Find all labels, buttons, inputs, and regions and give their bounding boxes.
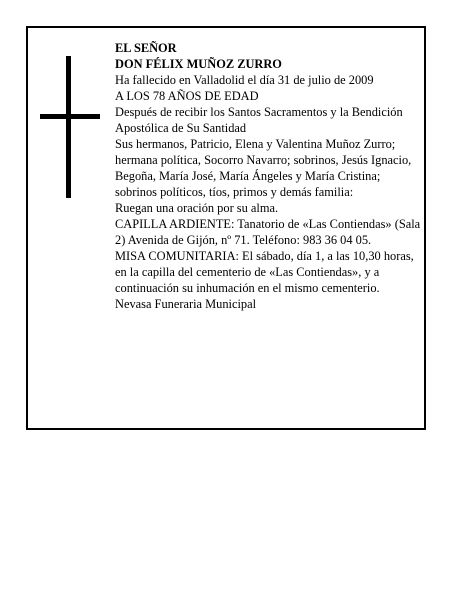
notice-text bbox=[115, 40, 425, 312]
death-info: Ha fallecido en Valladolid el día 31 de julio de 2009 bbox=[115, 73, 374, 87]
prayer-line: Ruegan una oración por su alma. bbox=[115, 201, 279, 215]
sacraments-line: Después de recibir los Santos Sacramentos y la Bendición Apostólica de Su Santidad bbox=[115, 105, 403, 135]
title-line-1: EL SEÑOR bbox=[115, 41, 177, 55]
family-paragraph: Sus hermanos, Patricio, Elena y Valentina Muñoz Zurro; hermana política, Socorro Navarro; sobrinos, Jesús Ignacio, Begoña, María José, María Ángeles y María Cristina; sobrinos políticos, tíos, primos y demás familia: bbox=[115, 137, 412, 199]
mass-paragraph: MISA COMUNITARIA: El sábado, día 1, a las 10,30 horas, en la capilla del cementerio de «Las Contiendas», y a continuación su inhumación en el mismo cementerio. bbox=[115, 249, 414, 295]
obituary-notice bbox=[26, 26, 426, 430]
deceased-name: DON FÉLIX MUÑOZ ZURRO bbox=[115, 57, 282, 71]
chapel-paragraph: CAPILLA ARDIENTE: Tanatorio de «Las Contiendas» (Sala 2) Avenida de Gijón, nº 71. Teléfono: 983 36 04 05. bbox=[115, 217, 421, 247]
age-line: A LOS 78 AÑOS DE EDAD bbox=[115, 89, 259, 103]
cross-horizontal-bar bbox=[40, 114, 100, 119]
cross-vertical-bar bbox=[66, 56, 71, 198]
cross-icon bbox=[40, 56, 100, 198]
funeral-home: Nevasa Funeraria Municipal bbox=[115, 297, 257, 311]
